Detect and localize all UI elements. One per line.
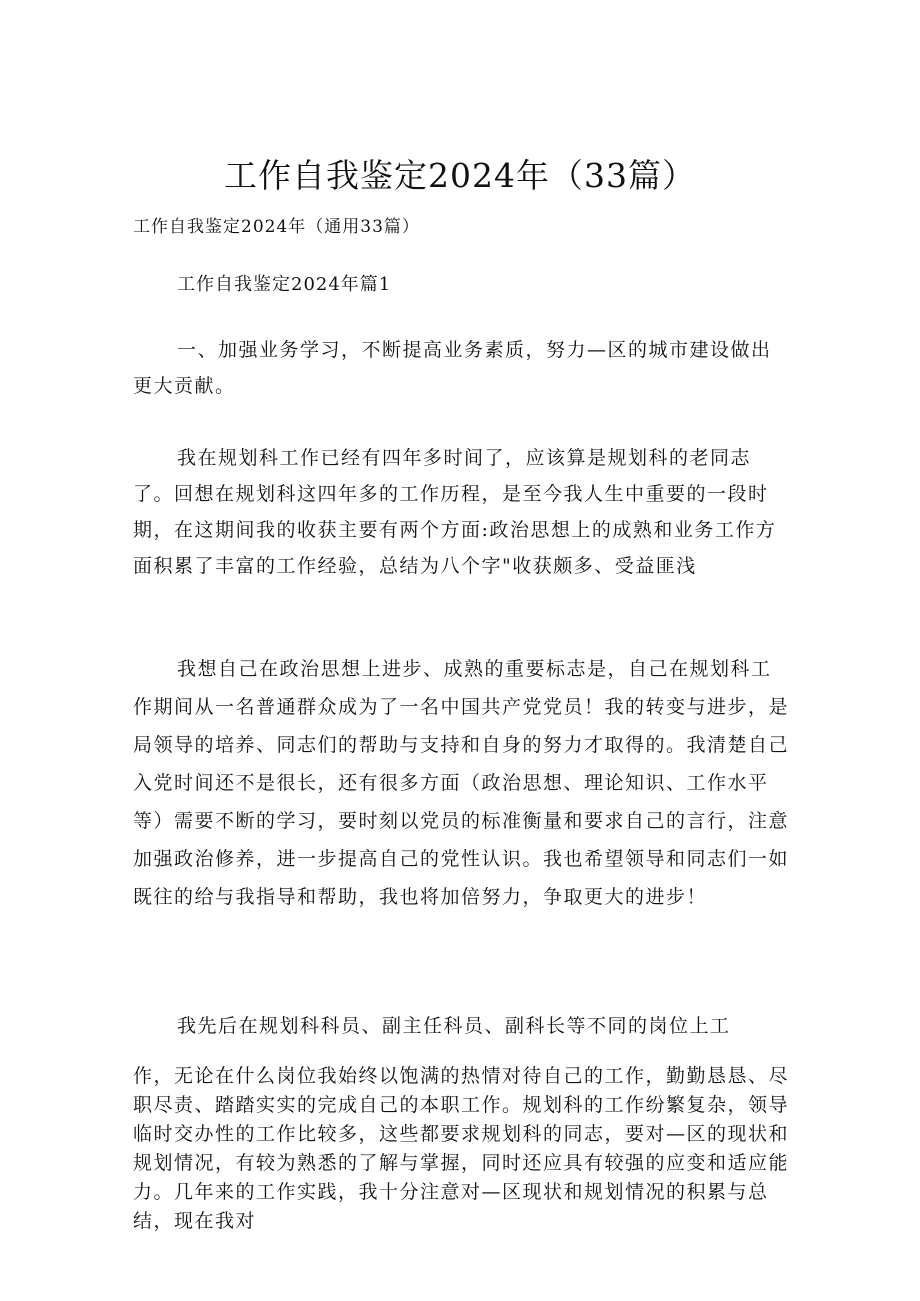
paragraph-5: 作，无论在什么岗位我始终以饱满的热情对待自己的工作，勤勤恳恳、尽职尽责、踏踏实实的完成自己的本职工作。规划科的工作纷繁复杂，领导临时交办性的工作比较多，这些都要求规划科的同志，要对—区的现状和规划情况，有较为熟悉的了解与掌握，同时还应具有较强的应变和适应能力。几年来的工作实践，我十分注意对—区现状和规划情况的积累与总结，现在我对 [133,1065,790,1232]
section-heading: 工作自我鉴定2024年篇1 [177,274,392,295]
paragraph-2: 我在规划科工作已经有四年多时间了，应该算是规划科的老同志了。回想在规划科这四年多的工作历程，是至今我人生中重要的一段时期，在这期间我的收获主要有两个方面:政治思想上的成熟和业务工作方面积累了丰富的工作经验，总结为八个字"收获颇多、受益匪浅 [133,447,777,577]
paragraph-3: 我想自己在政治思想上进步、成熟的重要标志是，自己在规划科工作期间从一名普通群众成为了一名中国共产党党员！我的转变与进步，是局领导的培养、同志们的帮助与支持和自身的努力才取得的。我清楚自己入党时间还不是很长，还有很多方面（政治思想、理论知识、工作水平等）需要不断的学习，要时刻以党员的标准衡量和要求自己的言行，注意加强政治修养，进一步提高自己的党性认识。我也希望领导和同志们一如既往的给与我指导和帮助，我也将加倍努力，争取更大的进步！ [133,658,790,908]
paragraph-1: 一、加强业务学习，不断提高业务素质，努力—区的城市建设做出更大贡献。 [133,339,772,397]
document-title: 工作自我鉴定2024年（33篇） [224,156,696,195]
document-subtitle: 工作自我鉴定2024年（通用33篇） [133,217,420,237]
paragraph-4: 我先后在规划科科员、副主任科员、副科长等不同的岗位上工 [177,1015,731,1037]
